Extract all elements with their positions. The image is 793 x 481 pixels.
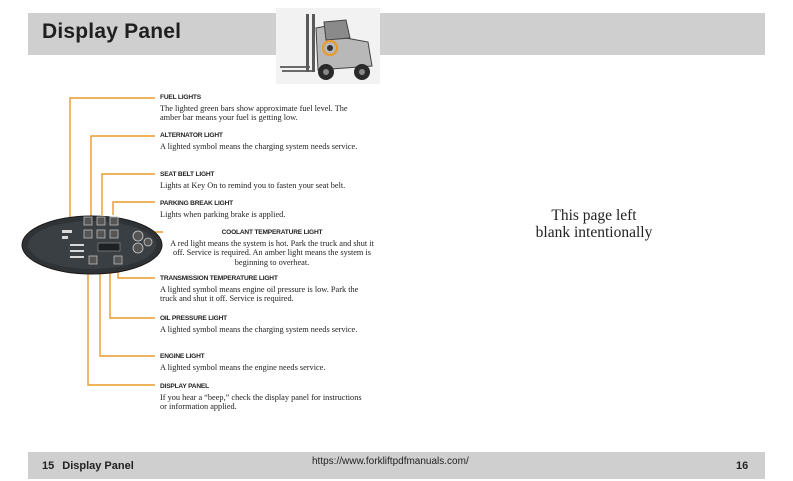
callout-title: DISPLAY PANEL <box>160 383 209 390</box>
callout-desc: A lighted symbol means the charging system needs service. <box>160 324 358 334</box>
footer-url-link[interactable]: https://www.forkliftpdfmanuals.com/ <box>312 456 469 467</box>
callout-desc: Lights when parking brake is applied. <box>160 209 286 219</box>
left-section-name: Display Panel <box>62 460 134 472</box>
callout-desc: A lighted symbol means engine oil pressure is low. Park the truck and shut it off. Service is required. <box>160 284 359 304</box>
right-page-number: 16 <box>736 460 749 472</box>
page-title: Display Panel <box>42 20 182 43</box>
callout-desc: The lighted green bars show approximate fuel level. The amber bar means your fuel is getting low. <box>160 103 348 123</box>
callout-title: FUEL LIGHTS <box>160 94 201 101</box>
callout-title: SEAT BELT LIGHT <box>160 171 215 178</box>
callout-desc: A red light means the system is hot. Park the truck and shut it off. Service is required. An amber light means the system is beginning to overheat. <box>170 238 374 267</box>
callout-title: ENGINE LIGHT <box>160 353 205 360</box>
footer-left <box>42 460 134 472</box>
callout-title: PARKING BREAK LIGHT <box>160 200 234 207</box>
callout-title: OIL PRESSURE LIGHT <box>160 315 227 322</box>
callout-title: ALTERNATOR LIGHT <box>160 132 223 139</box>
callout-desc: If you hear a “beep,” check the display panel for instructions or information applied. <box>160 392 362 412</box>
callout-parking-break-light <box>160 199 370 219</box>
callout-desc: Lights at Key On to remind you to fasten your seat belt. <box>160 180 346 190</box>
callout-desc: A lighted symbol means the engine needs service. <box>160 362 326 372</box>
callout-seat-belt-light <box>160 170 390 190</box>
callout-title: TRANSMISSION TEMPERATURE LIGHT <box>160 275 278 282</box>
callout-coolant-temperature-light <box>166 228 378 267</box>
callout-display-panel <box>160 382 365 412</box>
callout-title: COOLANT TEMPERATURE LIGHT <box>221 229 323 236</box>
display-panel-device <box>22 216 162 274</box>
blank-page-note: This page left blank intentionally <box>535 207 653 241</box>
callout-desc: A lighted symbol means the charging system needs service. <box>160 141 358 151</box>
callout-oil-pressure-light <box>160 314 370 334</box>
callout-alternator-light <box>160 131 370 151</box>
left-page-number: 15 <box>42 460 55 472</box>
callout-engine-light <box>160 352 375 372</box>
callout-transmission-temperature-light <box>160 274 375 304</box>
callout-fuel-lights <box>160 93 370 123</box>
